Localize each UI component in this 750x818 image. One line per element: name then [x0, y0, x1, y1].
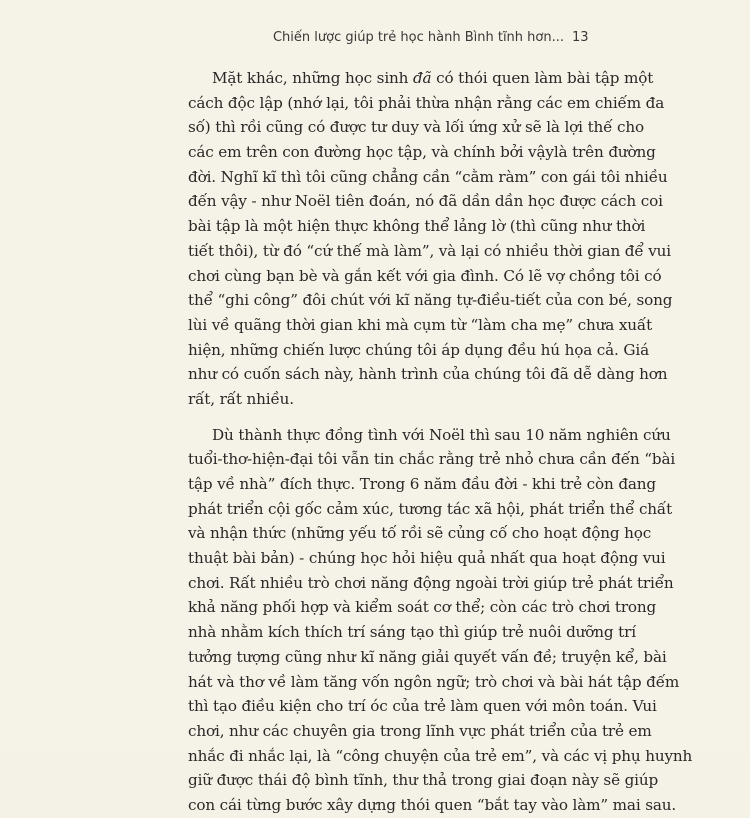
text-line: như có cuốn sách này, hành trình của chúng tôi đã dễ dàng hơn	[188, 365, 668, 384]
text-line: chơi cùng bạn bè và gắn kết với gia đình. Có lẽ vợ chồng tôi có	[188, 266, 662, 285]
text-line: lùi về quãng thời gian khi mà cụm từ “làm cha mẹ” chưa xuất	[188, 315, 653, 334]
page-number: 13	[572, 30, 589, 45]
text-line: tập về nhà” đích thực. Trong 6 năm đầu đời - khi trẻ còn đang	[188, 475, 656, 493]
text-line: phát triển cội gốc cảm xúc, tương tác xã hội, phát triển thể chất	[188, 499, 673, 518]
text-line: và nhận thức (những yếu tố rồi sẽ củng cố cho hoạt động học	[188, 524, 652, 543]
text-line: bài tập là một hiện thực không thể lảng lờ (thì cũng như thời	[188, 217, 646, 236]
text-line: thể “ghi công” đôi chút với kĩ năng tự-điều-tiết của con bé, song	[188, 291, 673, 310]
text-line: khả năng phối hợp và kiểm soát cơ thể; còn các trò chơi trong	[188, 598, 657, 617]
paragraph-1	[188, 66, 673, 412]
text-line: hiện, những chiến lược chúng tôi áp dụng đều hú họa cả. Giá	[188, 340, 650, 359]
text-line: đến vậy - như Noël tiên đoán, nó đã dần dần học được cách coi	[188, 192, 663, 211]
paragraph-gap	[188, 412, 588, 423]
text-line: chơi, như các chuyên gia trong lĩnh vực phát triển của trẻ em	[188, 721, 652, 740]
text-line: con cái từng bước xây dựng thói quen “bắt tay vào làm” mai sau.	[188, 795, 677, 814]
text-line: tiết thôi), từ đó “cứ thế mà làm”, và lại có nhiều thời gian để vui	[188, 241, 671, 260]
text-line: chơi. Rất nhiều trò chơi năng động ngoài trời giúp trẻ phát triển	[188, 573, 674, 592]
text-line: đời. Nghĩ kĩ thì tôi cũng chẳng cần “cằm ràm” con gái tôi nhiều	[188, 167, 668, 186]
text-line: nhắc đi nhắc lại, là “công chuyện của trẻ em”, và các vị phụ huynh	[188, 746, 693, 765]
body-text	[188, 66, 693, 818]
text-line: tuổi-thơ-hiện-đại tôi vẫn tin chắc rằng trẻ nhỏ chưa cần đến “bài	[188, 450, 676, 469]
text-line: hát và thơ về làm tăng vốn ngôn ngữ; trò chơi và bài hát tập đếm	[188, 672, 680, 691]
text-line: Mặt khác, những học sinh đã có thói quen làm bài tập một	[212, 69, 654, 87]
text-line: các em trên con đường học tập, và chính bởi vậylà trên đường	[188, 143, 656, 162]
text-line: tưởng tượng cũng như kĩ năng giải quyết vấn đề; truyện kể, bài	[188, 647, 667, 666]
running-head: Chiến lược giúp trẻ học hành Bình tĩnh hơn...	[272, 30, 564, 45]
text-line: thuật bài bản) - chúng học hỏi hiệu quả nhất qua hoạt động vui	[188, 549, 666, 568]
text-line: rất, rất nhiều.	[188, 389, 294, 408]
text-line: giữ được thái độ bình tĩnh, thư thả trong giai đoạn này sẽ giúp	[188, 771, 659, 790]
text-line: số) thì rồi cũng có được tư duy và lối ứng xử sẽ là lợi thế cho	[188, 118, 645, 137]
text-line: nhà nhằm kích thích trí sáng tạo thì giúp trẻ nuôi dưỡng trí	[188, 623, 636, 642]
text-line: thì tạo điều kiện cho trí óc của trẻ làm quen với môn toán. Vui	[188, 697, 657, 716]
paragraph-2	[188, 423, 693, 818]
text-line: Dù thành thực đồng tình với Noël thì sau 10 năm nghiên cứu	[212, 425, 671, 444]
text-line: cách độc lập (nhớ lại, tôi phải thừa nhận rằng các em chiếm đa	[188, 93, 665, 112]
